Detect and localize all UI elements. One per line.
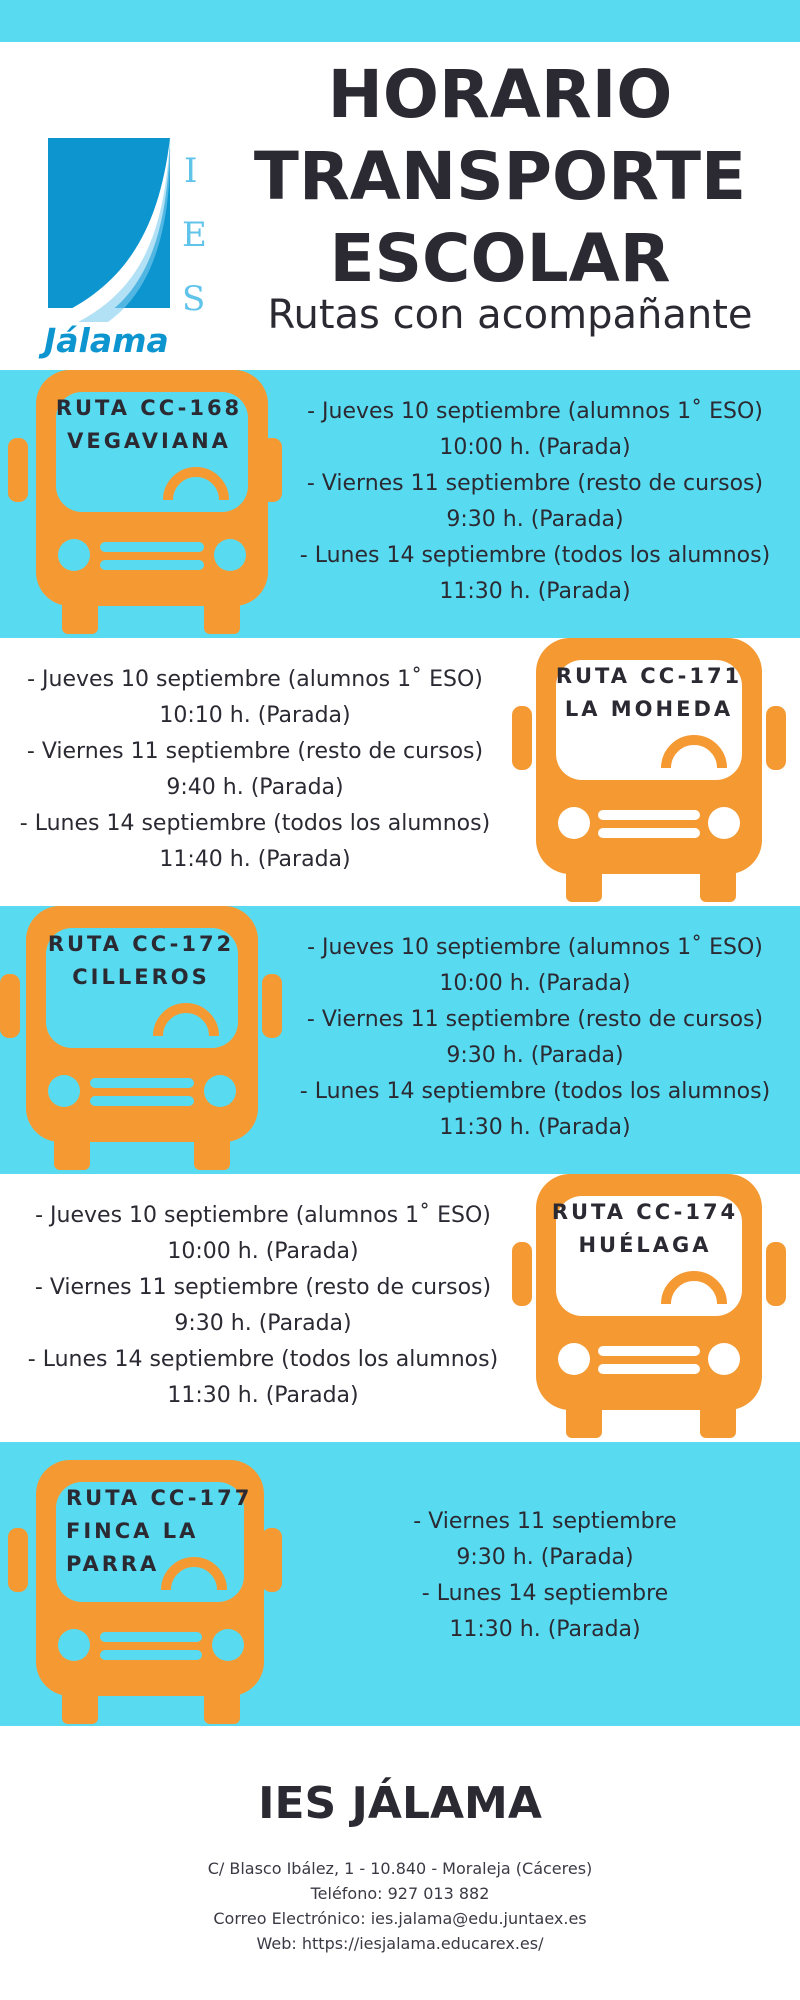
schedule-line: 11:30 h. (Parada) — [449, 1617, 641, 1642]
route-label-line: RUTA CC-177 — [66, 1486, 253, 1510]
title-line: HORARIO — [327, 56, 673, 133]
footer-title: IES JÁLAMA — [258, 1778, 542, 1829]
schedule-line: - Jueves 10 septiembre (alumnos 1˚ ESO) — [35, 1203, 491, 1228]
route-band-cc171 — [0, 638, 800, 906]
route-label-line: CILLEROS — [72, 965, 210, 989]
route-label — [66, 1482, 266, 1581]
top-accent-bar — [0, 0, 800, 42]
svg-text:I: I — [184, 151, 198, 191]
schedule-line: 9:40 h. (Parada) — [166, 775, 344, 800]
page-title — [240, 54, 760, 300]
route-schedule — [10, 662, 500, 878]
route-label-line: RUTA CC-168 — [55, 396, 243, 420]
bus-card — [504, 638, 794, 906]
route-label-line: RUTA CC-171 — [555, 664, 743, 688]
phone-text: Teléfono: 927 013 882 — [310, 1884, 490, 1903]
contact-info — [0, 1856, 800, 1956]
schedule-line: 11:30 h. (Parada) — [167, 1383, 359, 1408]
route-label-line: LA MOHEDA — [564, 697, 734, 721]
schedule-line: 9:30 h. (Parada) — [174, 1311, 352, 1336]
route-label — [544, 660, 754, 726]
title-line: TRANSPORTE — [253, 138, 747, 215]
schedule-line: 9:30 h. (Parada) — [446, 1043, 624, 1068]
schedule-line: - Lunes 14 septiembre (todos los alumnos) — [299, 1079, 771, 1104]
address-text: C/ Blasco Ibález, 1 - 10.840 - Moraleja (Cáceres) — [207, 1859, 593, 1878]
schedule-line: - Viernes 11 septiembre — [413, 1509, 677, 1534]
route-label-line: RUTA CC-172 — [47, 932, 235, 956]
route-band-cc177 — [0, 1442, 800, 1726]
schedule-line: 11:40 h. (Parada) — [159, 847, 351, 872]
logo-graphic — [38, 90, 218, 360]
svg-text:S: S — [182, 279, 206, 319]
schedule-line: - Lunes 14 septiembre — [421, 1581, 669, 1606]
footer — [0, 1726, 800, 2000]
route-band-cc168 — [0, 370, 800, 638]
svg-text:E: E — [182, 215, 207, 255]
route-band-cc174 — [0, 1174, 800, 1442]
route-schedule — [300, 1504, 790, 1648]
schedule-line: - Viernes 11 septiembre (resto de cursos) — [34, 1275, 492, 1300]
route-schedule — [290, 394, 780, 610]
route-label — [36, 928, 246, 994]
schedule-line: - Jueves 10 septiembre (alumnos 1˚ ESO) — [307, 935, 763, 960]
bus-card — [0, 370, 290, 638]
schedule-line: - Jueves 10 septiembre (alumnos 1˚ ESO) — [307, 399, 763, 424]
bus-card — [0, 906, 290, 1174]
ies-jalama-logo — [38, 90, 218, 360]
schedule-line: 11:30 h. (Parada) — [439, 579, 631, 604]
route-label-line: PARRA — [66, 1552, 160, 1576]
schedule-line: - Viernes 11 septiembre (resto de cursos) — [26, 739, 484, 764]
header — [0, 42, 800, 370]
schedule-line: - Lunes 14 septiembre (todos los alumnos) — [299, 543, 771, 568]
schedule-line: - Viernes 11 septiembre (resto de cursos) — [306, 1007, 764, 1032]
schedule-line: 11:30 h. (Parada) — [439, 1115, 631, 1140]
route-label-line: FINCA LA — [66, 1519, 199, 1543]
bus-card — [504, 1174, 794, 1442]
schedule-line: 10:10 h. (Parada) — [159, 703, 351, 728]
email-text: Correo Electrónico: ies.jalama@edu.juntaex.es — [213, 1909, 587, 1928]
route-label — [540, 1196, 750, 1262]
svg-text:Jálama: Jálama — [44, 321, 169, 360]
schedule-line: - Viernes 11 septiembre (resto de cursos) — [306, 471, 764, 496]
schedule-line: 10:00 h. (Parada) — [439, 971, 631, 996]
route-label-line: VEGAVIANA — [67, 429, 231, 453]
schedule-line: - Lunes 14 septiembre (todos los alumnos) — [27, 1347, 499, 1372]
schedule-line: - Jueves 10 septiembre (alumnos 1˚ ESO) — [27, 667, 483, 692]
schedule-line: 10:00 h. (Parada) — [167, 1239, 359, 1264]
route-schedule — [18, 1198, 508, 1414]
schedule-line: 10:00 h. (Parada) — [439, 435, 631, 460]
schedule-line: 9:30 h. (Parada) — [456, 1545, 634, 1570]
route-label-line: HUÉLAGA — [578, 1233, 712, 1257]
schedule-line: - Lunes 14 septiembre (todos los alumnos) — [19, 811, 491, 836]
web-link[interactable]: Web: https://iesjalama.educarex.es/ — [256, 1934, 544, 1953]
route-label — [44, 392, 254, 458]
route-label-line: RUTA CC-174 — [551, 1200, 739, 1224]
page-subtitle: Rutas con acompañante — [267, 292, 753, 338]
route-schedule — [290, 930, 780, 1146]
bus-card — [0, 1460, 290, 1728]
title-line: ESCOLAR — [329, 220, 671, 297]
schedule-line: 9:30 h. (Parada) — [446, 507, 624, 532]
route-band-cc172 — [0, 906, 800, 1174]
